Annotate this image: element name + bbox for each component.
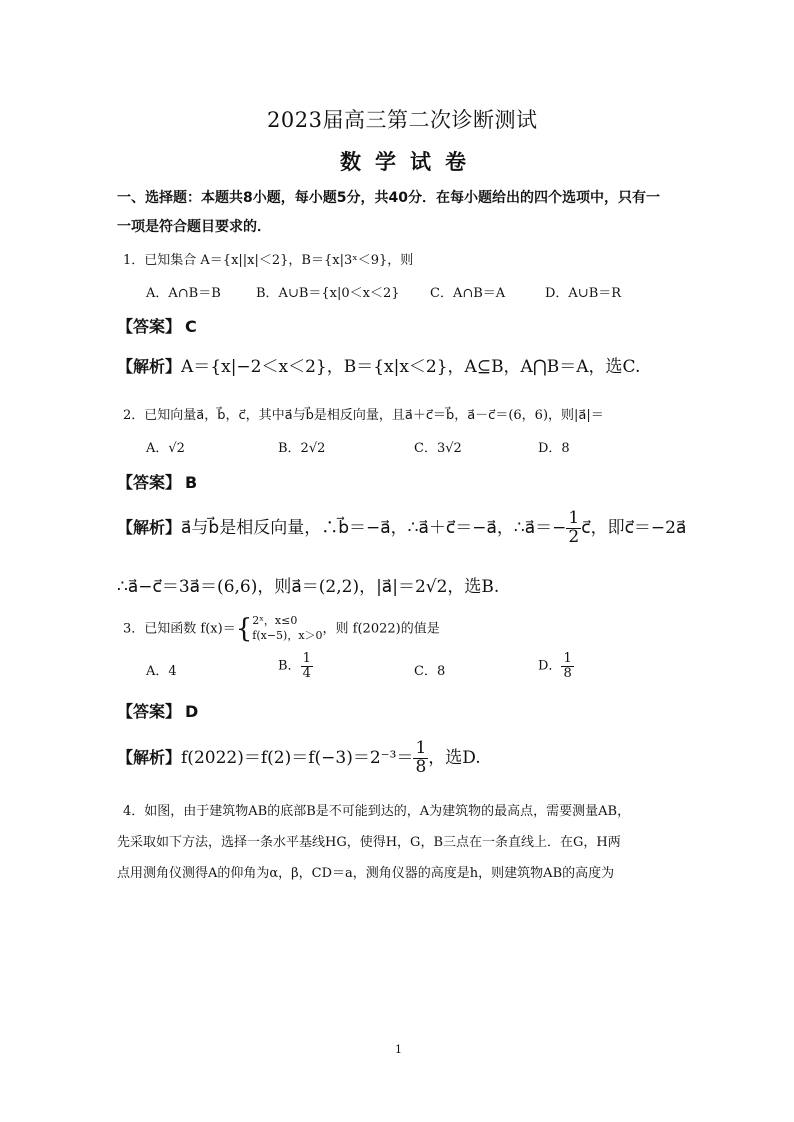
analysis-text-b: c⃗，即c⃗＝−2a⃗ — [581, 517, 687, 538]
q1-option-c: C．A∩B＝A — [430, 286, 506, 301]
analysis-fraction — [413, 740, 428, 777]
exam-title: 2023届高三第二次诊断测试 — [267, 108, 538, 132]
q3-option-d — [538, 652, 574, 680]
q4-line3: 点用测角仪测得A的仰角为α，β，CD＝a，测角仪器的高度是h，则建筑物AB的高度为 — [117, 866, 615, 881]
analysis-tag: 【解析】 — [117, 747, 182, 767]
q2-option-d: D．8 — [538, 441, 570, 456]
section-heading-line1: 一、选择题：本题共8小题，每小题5分，共40分．在每小题给出的四个选项中，只有一 — [117, 190, 660, 206]
piece-1: 2ˣ，x≤0 — [252, 614, 298, 627]
answer-value: C — [185, 317, 197, 336]
q3-option-a — [146, 660, 177, 679]
analysis-text-a: f(2022)＝f(2)＝f(−3)＝2⁻³＝ — [181, 747, 414, 768]
answer-tag: 【答案】 — [117, 317, 182, 336]
option-value: 8 — [436, 664, 446, 679]
q2-option-c: C．3√2 — [414, 441, 462, 456]
q1-option-a: A．A∩B＝B — [146, 286, 221, 301]
option-fraction — [301, 652, 313, 680]
brace-icon: { — [235, 613, 253, 644]
q2-analysis-line2: ∴a⃗−c⃗＝3a⃗＝(6,6)，则a⃗＝(2,2)，|a⃗|＝2√2，选B. — [117, 577, 500, 597]
exam-subtitle: 数学试卷 — [340, 149, 480, 174]
q2-option-b: B．2√2 — [278, 441, 326, 456]
option-value: 4 — [168, 664, 177, 679]
section-heading-line2: 一项是符合题目要求的． — [117, 219, 271, 235]
q2-stem: 2．已知向量a⃗，b⃗，c⃗，其中a⃗与b⃗是相反向量，且a⃗＋c⃗＝b⃗，a⃗－c⃗＝(6，6)，则|a⃗|＝ — [123, 408, 604, 423]
q1-answer — [117, 314, 197, 337]
q4-line2: 先采取如下方法，选择一条水平基线HG，使得H，G，B三点在一条直线上．在G，H两 — [117, 835, 621, 850]
answer-tag: 【答案】 — [117, 702, 182, 721]
option-label: B． — [278, 658, 301, 674]
fraction-numerator: 1 — [568, 508, 580, 528]
analysis-tag: 【解析】 — [117, 357, 182, 376]
q3-analysis — [117, 740, 481, 777]
q3-option-c — [414, 660, 445, 679]
q2-answer — [117, 470, 197, 493]
fraction-denominator: 8 — [563, 665, 572, 681]
analysis-text-b: ，选D. — [428, 747, 481, 768]
option-label: D． — [538, 658, 562, 674]
fraction-denominator: 8 — [415, 756, 427, 777]
q2-analysis-line1 — [117, 510, 686, 547]
fraction-numerator: 1 — [563, 651, 572, 666]
q3-answer — [117, 699, 198, 722]
option-fraction — [561, 652, 573, 680]
q3-stem — [123, 614, 440, 644]
q3-stem-prefix: 3．已知函数 f(x)＝ — [123, 621, 236, 637]
piece-2: f(x−5)，x＞0 — [252, 628, 323, 642]
analysis-tag: 【解析】 — [117, 517, 182, 537]
q4-line1: 4．如图，由于建筑物AB的底部B是不可能到达的，A为建筑物的最高点，需要测量AB， — [123, 804, 631, 819]
answer-value: B — [185, 473, 198, 492]
page-number: 1 — [395, 1043, 402, 1056]
answer-value: D — [185, 702, 199, 721]
fraction-denominator: 2 — [568, 526, 580, 547]
q1-option-d: D．A∪B＝R — [545, 286, 622, 301]
q1-stem: 1．已知集合 A＝{x||x|＜2}，B＝{x|3ˣ＜9}，则 — [123, 253, 414, 268]
q2-option-a: A．√2 — [146, 441, 185, 456]
analysis-text: A＝{x|−2＜x＜2}，B＝{x|x＜2}，A⊆B，A⋂B＝A，选C. — [181, 357, 641, 377]
option-label: A． — [146, 664, 169, 679]
fraction-numerator: 1 — [415, 738, 427, 758]
piecewise-cases — [252, 614, 322, 644]
q1-analysis — [117, 352, 640, 377]
q3-stem-suffix: ，则 f(2022)的值是 — [322, 621, 440, 637]
fraction-denominator: 4 — [302, 665, 311, 681]
q1-option-b: B．A∪B＝{x|0＜x＜2} — [256, 286, 400, 301]
q3-option-b — [278, 652, 313, 680]
answer-tag: 【答案】 — [117, 473, 182, 492]
analysis-fraction — [566, 510, 581, 547]
option-label: C． — [414, 664, 437, 679]
analysis-text-a: a⃗与b⃗是相反向量，∴b⃗＝−a⃗，∴a⃗＋c⃗＝−a⃗，∴a⃗＝− — [181, 517, 567, 538]
fraction-numerator: 1 — [302, 651, 311, 666]
